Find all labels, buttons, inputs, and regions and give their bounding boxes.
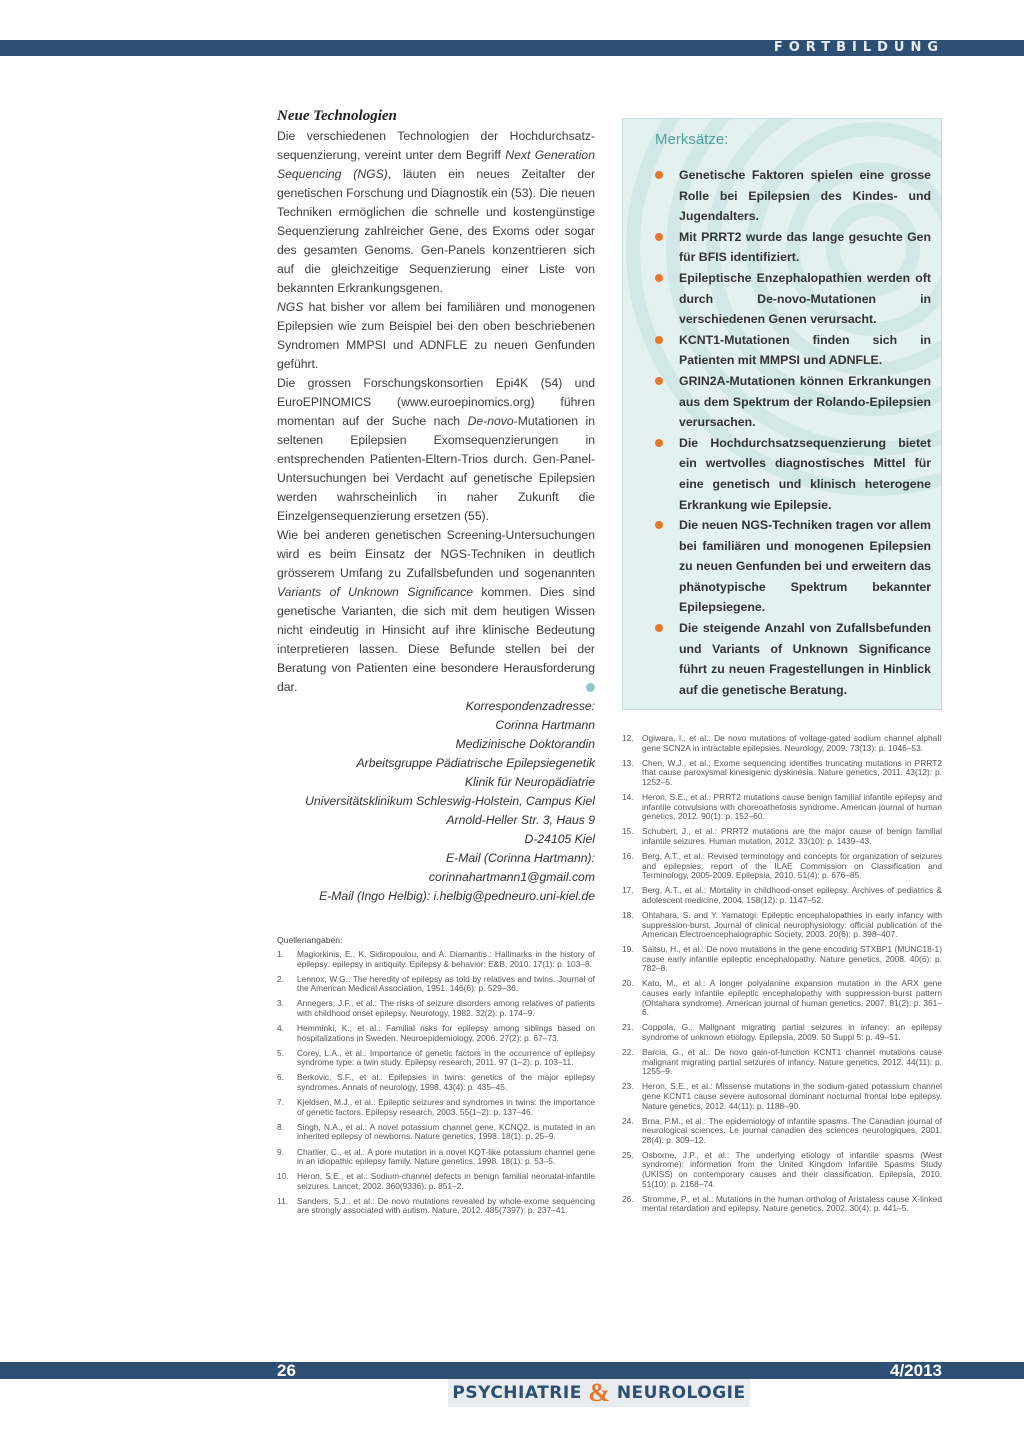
reference-text: Kjeldsen, M.J., et al.: Epileptic seizures and syndromes in twins: the importance of genetic factors. Epilepsy research, 2003. 55(1–2): p. 137–46.: [297, 1097, 595, 1117]
bullet-icon: [655, 171, 663, 179]
reference-number: 2.: [277, 973, 284, 984]
reference-item: [277, 1049, 595, 1068]
reference-number: 15.: [622, 826, 634, 837]
emphasis-text: NGS: [277, 300, 304, 314]
paragraph-text: -Mutationen in seltenen Epilepsien Exomsequenzierungen in entsprechenden Patienten-Eltern-Trios durch. Gen-Panel-Untersuchungen bei Verdacht auf genetische Epilepsien werden wahrscheinlich in naher Zukunft die Einzelgensequenzierung ersetzen (55).: [277, 414, 595, 523]
reference-number: 4.: [277, 1023, 284, 1034]
paragraph-text: Wie bei anderen genetischen Screening-Untersuchungen wird es beim Einsatz der NGS-Techniken in deutlich grösserem Umfang zu Zufallsbefunden und sogenannten: [277, 528, 595, 580]
reference-item: [622, 1023, 942, 1042]
key-points-title: Merksätze:: [655, 131, 729, 148]
article-paragraph: [277, 298, 595, 374]
reference-text: Hemminki, K., et al.: Familial risks for epilepsy among siblings based on hospitalizations in Sweden. Neuroepidemiology, 2006. 27(2): p. 67–73.: [297, 1023, 595, 1043]
emphasis-text: Variants of Unknown Significance: [277, 585, 474, 599]
reference-item: [622, 1195, 942, 1214]
key-points-box: [622, 118, 942, 710]
reference-item: [277, 1098, 595, 1117]
reference-number: 10.: [277, 1171, 289, 1182]
key-point-item: [651, 227, 931, 268]
reference-text: Sanders, S.J., et al.: De novo mutations revealed by whole-exome sequencing are strongly associated with autism. Nature, 2012. 485(7397): p. 237–41.: [297, 1195, 595, 1216]
reference-item: [622, 827, 942, 846]
correspondence-line: Korrespondenzadresse:: [465, 699, 595, 713]
reference-item: [622, 1151, 942, 1189]
reference-item: [622, 911, 942, 940]
key-point-text: Epileptische Enzephalopathien werden oft durch De-novo-Mutationen in verschiedenen Genen verursacht.: [679, 270, 931, 327]
reference-text: Heron, S.E., et al.: Sodium-channel defects in benign familial neonatal-infantile seizures. Lancet, 2002. 360(9336): p. 851–2.: [297, 1171, 595, 1191]
key-point-text: Mit PRRT2 wurde das lange gesuchte Gen für BFIS identifiziert.: [679, 229, 931, 265]
reference-text: Coppola, G.: Malignant migrating partial seizures in infancy: an epilepsy syndrome of unknown etiology. Epilepsia, 2009. 50 Suppl 5: p. 49–51.: [642, 1022, 942, 1042]
reference-item: [622, 734, 942, 753]
reference-text: Schubert, J., et al.: PRRT2 mutations are the major cause of benign familial infantile seizures. Human mutation, 2012. 33(10): p. 1439–43.: [642, 826, 942, 846]
correspondence-line: E-Mail (Ingo Helbig): i.helbig@pedneuro.uni-kiel.de: [319, 889, 595, 903]
reference-number: 20.: [622, 978, 634, 989]
reference-number: 9.: [277, 1146, 284, 1157]
correspondence-line: corinnahartmann1@gmail.com: [428, 870, 595, 884]
journal-ampersand: &: [588, 1378, 611, 1407]
reference-text: Kato, M., et al.: A longer polyalanine expansion mutation in the ARX gene causes early infantile epileptic encephalopathy with suppression-burst pattern (Ohtahara syndrome). American journal of human genetics, 2007. 81(2): p. 361–6.: [642, 978, 942, 1018]
reference-number: 24.: [622, 1115, 634, 1126]
footer-bar: [0, 1362, 1024, 1379]
journal-logo: [448, 1379, 750, 1407]
reference-text: Magiorkinis, E., K. Sidiropoulou, and A. Diamantis.: Hallmarks in the history of epilepsy: epilepsy in antiquity. Epilepsy & behavior: E&B, 2010. 17(1): p. 103–8.: [297, 949, 595, 969]
emphasis-text: De-novo: [467, 414, 514, 428]
reference-item: [277, 1123, 595, 1142]
reference-number: 16.: [622, 850, 634, 861]
key-points-list: [651, 165, 931, 700]
reference-text: Brna, P.M., et al.: The epidemiology of infantile spasms. The Canadian journal of neurological sciences. Le journal canadien des sciences neurologiques, 2001. 28(4): p. 309–12.: [642, 1115, 942, 1145]
end-marker-icon: [586, 683, 595, 692]
correspondence-line: Medizinische Doktorandin: [455, 737, 595, 751]
key-point-item: [651, 618, 931, 700]
bullet-icon: [655, 336, 663, 344]
reference-number: 23.: [622, 1081, 634, 1092]
correspondence-line: Klinik für Neuropädiatrie: [464, 775, 595, 789]
bullet-icon: [655, 624, 663, 632]
paragraph-text: hat bisher vor allem bei familiären und monogenen Epilepsien wie zum Beispiel bei den oben beschriebenen Syndromen MMPSI und ADNFLE zu neuen Genfunden geführt.: [277, 300, 595, 371]
reference-item: [277, 999, 595, 1018]
correspondence-line: D-24105 Kiel: [524, 832, 595, 846]
reference-text: Berg, A.T., et al.: Mortality in childhood-onset epilepsy. Archives of pediatrics & adolescent medicine, 2004. 158(12): p. 1147–52.: [642, 885, 942, 905]
reference-number: 8.: [277, 1121, 284, 1132]
reference-item: [622, 1117, 942, 1146]
correspondence-line: Universitätsklinikum Schleswig-Holstein, Campus Kiel: [305, 794, 595, 808]
reference-text: Osborne, J.P., et al.: The underlying etiology of infantile spasms (West syndrome): information from the United Kingdom Infantile Spasms Study (UKISS) on contemporary causes and their classification. Epilepsia, 2010. 51(10): p. 2168–74.: [642, 1149, 942, 1189]
paragraph-text: , läuten ein neues Zeitalter der genetischen Forschung und Diagnostik ein (53). Die neuen Techniken ermöglichen die schnelle und kostengünstige Sequenzierung zahlreicher Gene, des Exoms oder sogar des gesamten Genoms. Gen-Panels konzentrieren sich auf die gleichzeitige Sequenzierung einer Liste von bekannten Erkrankungsgenen.: [277, 167, 595, 295]
bullet-icon: [655, 521, 663, 529]
key-point-item: [651, 371, 931, 433]
key-point-text: Die steigende Anzahl von Zufallsbefunden und Variants of Unknown Significance führt zu neuen Fragestellungen in Hinblick auf die genetische Beratung.: [679, 621, 931, 697]
reference-number: 11.: [277, 1195, 289, 1206]
section-label: FORTBILDUNG: [773, 40, 944, 55]
correspondence-line: Corinna Hartmann: [495, 718, 595, 732]
header-bar: [0, 40, 1024, 56]
reference-item: [622, 1082, 942, 1111]
reference-text: Lennox, W.G.: The heredity of epilepsy as told by relatives and twins. Journal of the American Medical Association, 1951. 146(6): p. 529–36.: [297, 973, 595, 994]
reference-item: [277, 1148, 595, 1167]
reference-item: [277, 1073, 595, 1092]
reference-text: Singh, N.A., et al.: A novel potassium channel gene, KCNQ2, is mutated in an inherited epilepsy of newborns. Nature genetics, 1998. 18(1): p. 25–9.: [297, 1121, 595, 1142]
reference-item: [622, 979, 942, 1017]
section-title: Neue Technologien: [277, 108, 397, 124]
reference-number: 18.: [622, 909, 634, 920]
paragraph-text: Die grossen Forschungskonsortien Epi4K (54) und EuroEPINOMICS (www.euroepinomics.org) führen momentan auf der Suche nach: [277, 376, 595, 428]
paragraph-text: Die verschiedenen Technologien der Hochdurchsatz-sequenzierung, vereint unter dem Begriff: [277, 129, 595, 162]
key-point-text: KCNT1-Mutationen finden sich in Patienten mit MMPSI und ADNFLE.: [679, 332, 931, 368]
reference-text: Annegers, J.F., et al.: The risks of seizure disorders among relatives of patients with childhood onset epilepsy. Neurology, 1982. 32(2): p. 174–9.: [297, 998, 595, 1018]
reference-item: [622, 793, 942, 822]
reference-number: 13.: [622, 757, 634, 768]
article-body: [277, 127, 595, 697]
reference-number: 6.: [277, 1072, 284, 1083]
reference-number: 17.: [622, 885, 634, 896]
emphasis-text: Next Generation Sequencing (NGS): [277, 148, 595, 181]
reference-number: 21.: [622, 1022, 634, 1033]
reference-item: [622, 1048, 942, 1077]
reference-text: Ohtahara, S. and Y. Yamatogi: Epileptic encephalopathies in early infancy with suppression-burst. Journal of clinical neurophysiology: official publication of the American Electroencephalographic Society, 2003. 20(6): p. 398–407.: [642, 909, 942, 940]
key-point-item: [651, 165, 931, 227]
key-point-item: [651, 330, 931, 371]
reference-number: 22.: [622, 1047, 634, 1058]
reference-item: [622, 852, 942, 881]
bullet-icon: [655, 233, 663, 241]
journal-title-left: PSYCHIATRIE: [452, 1383, 582, 1403]
issue-number: 4/2013: [890, 1361, 942, 1380]
article-paragraph: [277, 374, 595, 526]
reference-item: [277, 1024, 595, 1043]
key-point-text: Die Hochdurchsatzsequenzierung bietet ein wertvolles diagnostisches Mittel für eine genetisch und klinisch heterogene Erkrankung wie Epilepsie.: [679, 435, 931, 512]
reference-text: Barcia, G., et al.: De novo gain-of-function KCNT1 channel mutations cause malignant migrating partial seizures of infancy. Nature genetics, 2012. 44(11): p. 1255–9.: [642, 1047, 942, 1077]
key-point-item: [651, 433, 931, 515]
reference-number: 25.: [622, 1149, 634, 1160]
reference-number: 1.: [277, 949, 284, 959]
reference-item: [277, 950, 595, 969]
reference-item: [277, 1172, 595, 1191]
reference-number: 19.: [622, 944, 634, 955]
key-point-text: Die neuen NGS-Techniken tragen vor allem bei familiären und monogenen Epilepsien zu neuen Genfunden bei und erweitern das phänotypische Spektrum bekannter Epilepsiegene.: [679, 518, 931, 615]
page-number: 26: [277, 1361, 296, 1380]
reference-text: Ogiwara, I., et al.: De novo mutations of voltage-gated sodium channel alphaII gene SCN2A in intractable epilepsies. Neurology, 2009. 73(13): p. 1046–53.: [642, 733, 942, 753]
references-title: Quellenangaben:: [277, 935, 343, 945]
article-paragraph: [277, 526, 595, 697]
key-point-item: [651, 515, 931, 618]
correspondence-line: Arbeitsgruppe Pädiatrische Epilepsiegenetik: [356, 756, 595, 770]
correspondence-line: E-Mail (Corinna Hartmann):: [446, 851, 595, 865]
reference-number: 14.: [622, 791, 634, 802]
reference-number: 3.: [277, 998, 284, 1009]
correspondence-address: [277, 697, 595, 906]
reference-text: Corey, L.A., et al.: Importance of genetic factors in the occurrence of epilepsy syndrome type: a twin study. Epilepsy research, 2011. 97 (1–2): p. 103–11.: [297, 1047, 595, 1068]
bullet-icon: [655, 439, 663, 447]
reference-item: [277, 975, 595, 994]
key-point-text: GRIN2A-Mutationen können Erkrankungen aus dem Spektrum der Rolando-Epilepsien verursachen.: [679, 373, 931, 430]
bullet-icon: [655, 377, 663, 385]
reference-item: [622, 886, 942, 905]
references-list-left: [277, 950, 595, 1222]
journal-title-right: NEUROLOGIE: [616, 1383, 746, 1403]
reference-item: [622, 945, 942, 974]
reference-item: [622, 759, 942, 788]
reference-text: Stromme, P., et al.: Mutations in the human ortholog of Aristaless cause X-linked mental retardation and epilepsy. Nature genetics, 2002. 30(4): p. 441–5.: [642, 1193, 942, 1214]
reference-number: 7.: [277, 1097, 284, 1108]
reference-text: Berg, A.T., et al.: Revised terminology and concepts for organization of seizures and epilepsies: report of the ILAE Commission on Classification and Terminology, 2005-2009. Epilepsia, 2010. 51(4): p. 676–85.: [642, 850, 942, 881]
reference-text: Saitsu, H., et al.: De novo mutations in the gene encoding STXBP1 (MUNC18-1) cause early infantile epileptic encephalopathy. Nature genetics, 2008. 40(6): p. 782–8.: [642, 944, 942, 974]
reference-text: Chen, W.J., et al.: Exome sequencing identifies truncating mutations in PRRT2 that cause paroxysmal kinesigenic dyskinesia. Nature genetics, 2011. 43(12): p. 1252–5.: [642, 757, 942, 787]
reference-text: Charlier, C., et al.: A pore mutation in a novel KQT-like potassium channel gene in an idiopathic epilepsy family. Nature genetics, 1998. 18(1): p. 53–5.: [297, 1146, 595, 1167]
key-point-text: Genetische Faktoren spielen eine grosse Rolle bei Epilepsien des Kindes- und Jugendalters.: [679, 168, 931, 224]
article-paragraph: [277, 127, 595, 298]
reference-number: 5.: [277, 1047, 284, 1058]
reference-text: Berkovic, S.F., et al.: Epilepsies in twins: genetics of the major epilepsy syndromes. Annals of neurology, 1998. 43(4): p. 435–45.: [297, 1072, 595, 1093]
bullet-icon: [655, 274, 663, 282]
reference-item: [277, 1197, 595, 1216]
reference-text: Heron, S.E., et al.: PRRT2 mutations cause benign familial infantile epilepsy and infantile convulsions with choreoathetosis syndrome. American journal of human genetics, 2012. 90(1): p. 152–60.: [642, 791, 942, 822]
references-list-right: [622, 734, 942, 1219]
reference-number: 26.: [622, 1193, 634, 1204]
correspondence-line: Arnold-Heller Str. 3, Haus 9: [446, 813, 595, 827]
reference-text: Heron, S.E., et al.: Missense mutations in the sodium-gated potassium channel gene KCNT1 cause severe autosomal dominant nocturnal frontal lobe epilepsy. Nature genetics, 2012. 44(11): p. 1188–90.: [642, 1081, 942, 1111]
paragraph-text: kommen. Dies sind genetische Varianten, die sich mit dem heutigen Wissen nicht eindeutig in Hinsicht auf ihre klinische Bedeutung interpretieren lassen. Diese Befunde stellen bei der Beratung von Patienten eine besondere Herausforderung dar.: [277, 585, 595, 694]
key-point-item: [651, 268, 931, 330]
reference-number: 12.: [622, 733, 634, 743]
article-column: [277, 108, 595, 697]
